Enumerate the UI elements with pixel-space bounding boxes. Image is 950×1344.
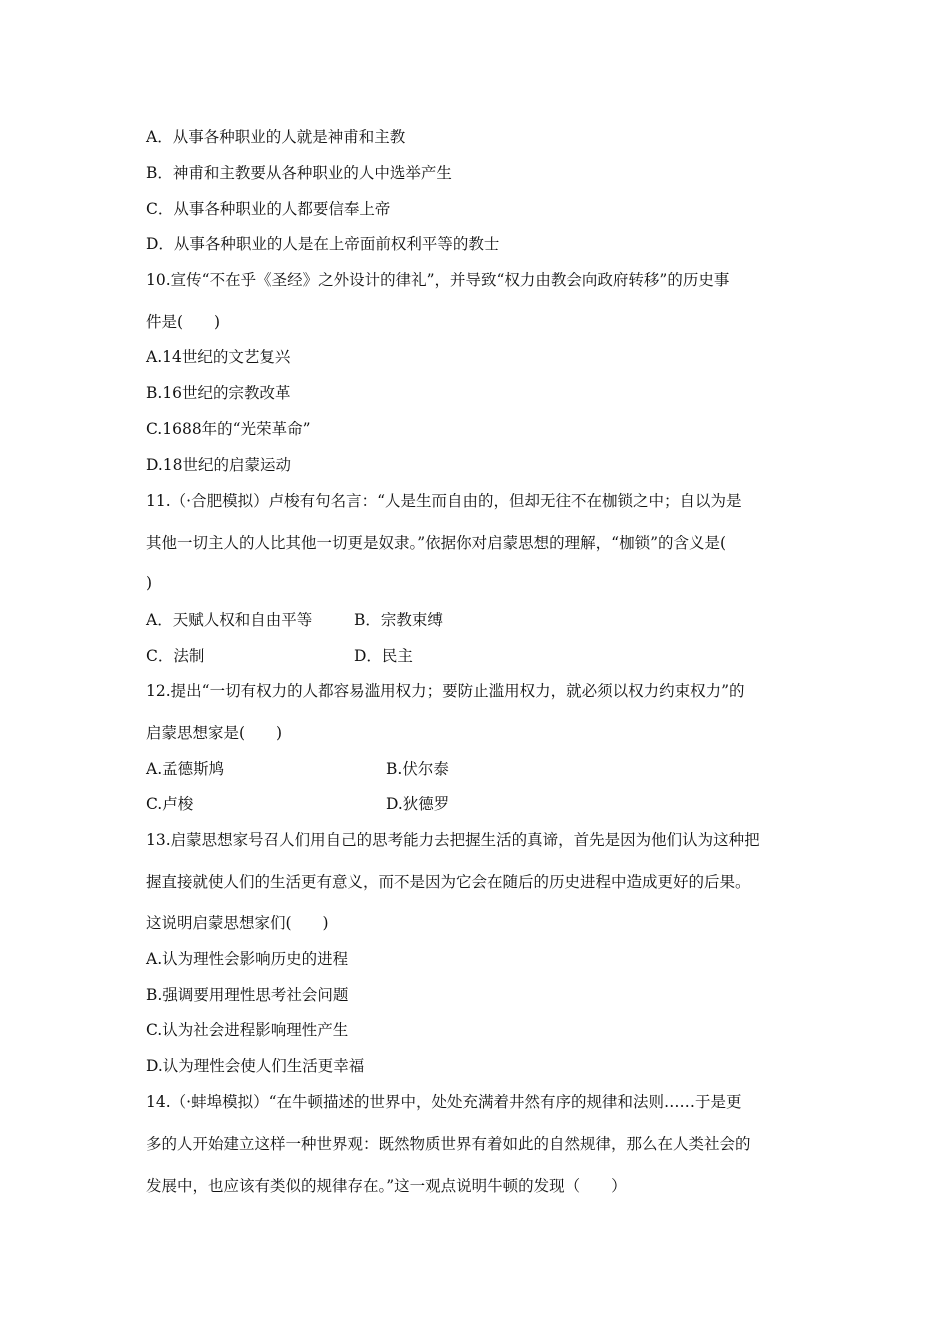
q11-option-d: D．民主 — [354, 647, 413, 665]
q10-stem-line1: 10.宣传“不在乎《圣经》之外设计的律礼”，并导致“权力由教会向政府转移”的历史事 — [146, 271, 730, 289]
q13-stem-line3: 这说明启蒙思想家们( ) — [146, 914, 329, 932]
q13-stem-line1: 13.启蒙思想家号召人们用自己的思考能力去把握生活的真谛，首先是因为他们认为这种把 — [146, 831, 760, 849]
q9-option-c: C．从事各种职业的人都要信奉上帝 — [146, 200, 391, 218]
q13-option-b: B.强调要用理性思考社会问题 — [146, 986, 349, 1004]
q12-option-a: A.孟德斯鸠 — [146, 760, 225, 778]
q10-stem-line2: 件是( ) — [146, 313, 221, 331]
q11-option-c: C．法制 — [146, 647, 205, 665]
q12-stem-line2: 启蒙思想家是( ) — [146, 724, 283, 742]
q10-option-d: D.18世纪的启蒙运动 — [146, 456, 292, 474]
q9-option-b: B．神甫和主教要从各种职业的人中选举产生 — [146, 164, 452, 182]
q11-option-a: A．天赋人权和自由平等 — [146, 611, 313, 629]
q10-option-c: C.1688年的“光荣革命” — [146, 420, 311, 438]
q12-option-c: C.卢梭 — [146, 795, 194, 813]
q12-option-d: D.狄德罗 — [386, 795, 450, 813]
q9-option-d: D．从事各种职业的人是在上帝面前权利平等的教士 — [146, 235, 500, 253]
q11-option-b: B．宗教束缚 — [354, 611, 443, 629]
q11-stem-line2: 其他一切主人的人比其他一切更是奴隶。”依据你对启蒙思想的理解，“枷锁”的含义是( — [146, 534, 727, 552]
q14-stem-line3: 发展中，也应该有类似的规律存在。”这一观点说明牛顿的发现（ ） — [146, 1177, 627, 1195]
q12-stem-line1: 12.提出“一切有权力的人都容易滥用权力；要防止滥用权力，就必须以权力约束权力”的 — [146, 682, 745, 700]
q9-option-a: A．从事各种职业的人就是神甫和主教 — [146, 128, 406, 146]
q13-option-c: C.认为社会进程影响理性产生 — [146, 1021, 349, 1039]
q13-option-a: A.认为理性会影响历史的进程 — [146, 950, 349, 968]
q10-option-b: B.16世纪的宗教改革 — [146, 384, 291, 402]
q13-stem-line2: 握直接就使人们的生活更有意义，而不是因为它会在随后的历史进程中造成更好的后果。 — [146, 873, 751, 891]
q11-stem-line3: ) — [146, 574, 153, 592]
q11-stem-line1: 11.（·合肥模拟）卢梭有句名言：“人是生而自由的，但却无往不在枷锁之中；自以为是 — [146, 492, 742, 510]
q12-option-b: B.伏尔泰 — [386, 760, 449, 778]
q13-option-d: D.认为理性会使人们生活更幸福 — [146, 1057, 365, 1075]
q14-stem-line2: 多的人开始建立这样一种世界观：既然物质世界有着如此的自然规律，那么在人类社会的 — [146, 1135, 751, 1153]
q10-option-a: A.14世纪的文艺复兴 — [146, 348, 291, 366]
q14-stem-line1: 14.（·蚌埠模拟）“在牛顿描述的世界中，处处充满着井然有序的规律和法则……于是更 — [146, 1093, 742, 1111]
